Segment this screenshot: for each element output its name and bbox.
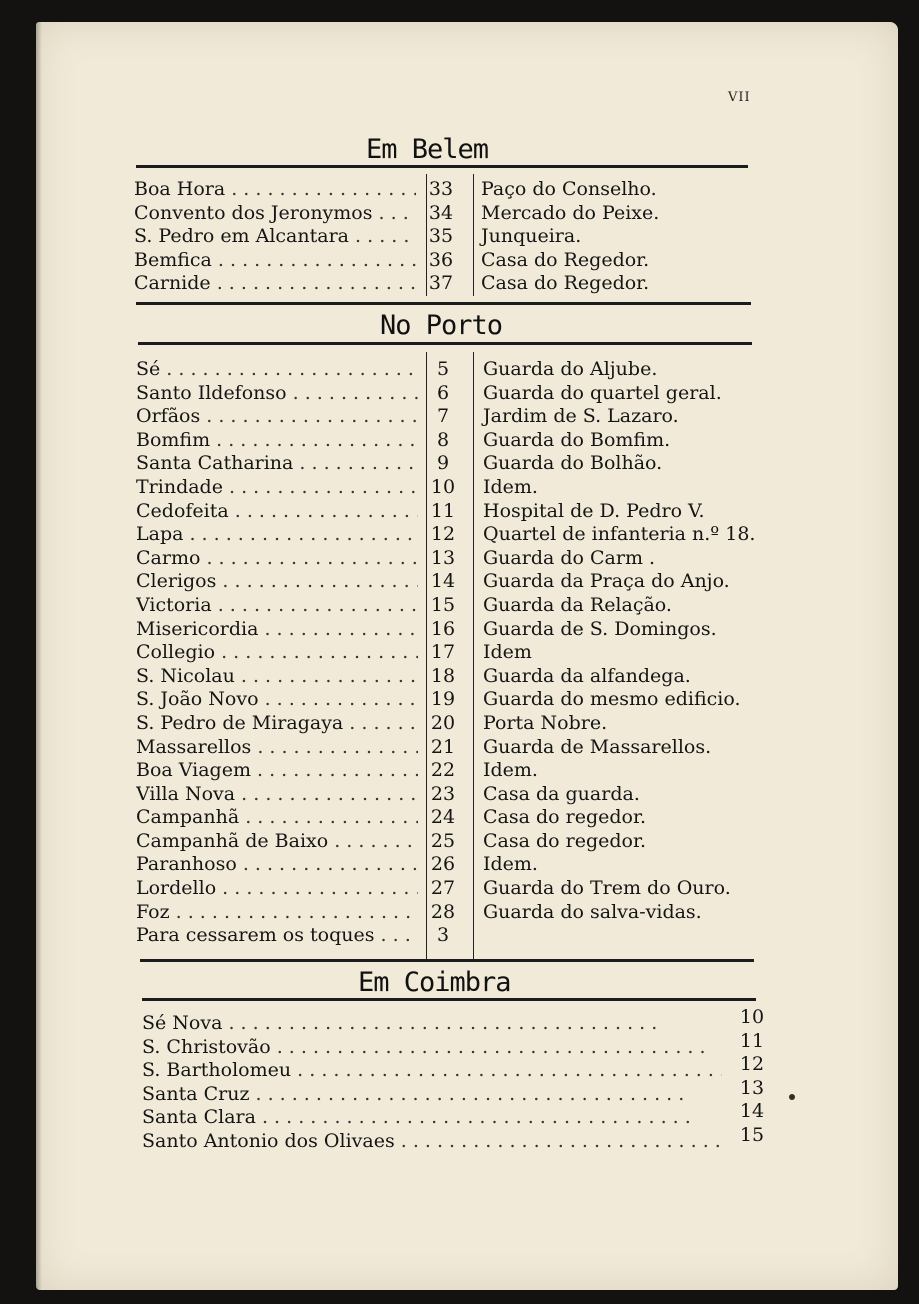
page-number: VII	[728, 90, 751, 105]
row-number: 26	[430, 853, 456, 876]
row-name: Santa Clara . . .	[142, 1106, 722, 1130]
table-row	[136, 806, 761, 830]
row-location: Casa do regedor.	[483, 806, 646, 829]
table-row	[136, 618, 761, 642]
row-location: Guarda do quartel geral.	[483, 381, 722, 404]
row-location: Guarda da Praça do Anjo.	[483, 570, 730, 593]
row-number: 34	[428, 201, 454, 224]
row-location: Mercado do Peixe.	[481, 201, 660, 224]
table-row	[136, 641, 761, 665]
row-number: 19	[430, 688, 456, 711]
book-page	[36, 22, 898, 1290]
row-name: Sé Nova . . .	[142, 1012, 722, 1036]
row-location: Hospital de D. Pedro V.	[483, 499, 705, 522]
row-number: 12	[430, 523, 456, 546]
row-location: Guarda do Aljube.	[483, 358, 658, 380]
row-location: Casa do regedor.	[483, 829, 646, 852]
row-number: 27	[430, 877, 456, 900]
row-number: 20	[430, 711, 456, 734]
row-location: Porta Nobre.	[483, 711, 608, 734]
table-row	[136, 523, 761, 547]
row-location: Idem.	[483, 759, 538, 782]
row-name: S. Christovão . . .	[142, 1036, 722, 1060]
row-name: Santo Antonio dos Olivaes . . .	[142, 1130, 722, 1154]
row-location: Junqueira.	[481, 225, 582, 248]
rule-porto-bottom	[140, 959, 754, 962]
row-name: Villa Nova . . .	[136, 783, 418, 807]
table-row	[136, 830, 761, 854]
table-row	[134, 272, 754, 296]
row-name: Victoria . . .	[136, 594, 418, 618]
row-number: 15	[739, 1123, 765, 1146]
row-name: Santo Ildefonso . . .	[136, 382, 418, 406]
rule-belem-bottom	[136, 302, 751, 305]
row-number: 25	[430, 829, 456, 852]
row-number: 23	[430, 782, 456, 805]
table-row	[142, 1029, 782, 1060]
row-number: 22	[430, 759, 456, 782]
row-name: Lordello . . .	[136, 877, 418, 901]
rule-belem-top	[136, 165, 748, 168]
table-row	[136, 500, 761, 524]
table-porto	[136, 358, 761, 948]
row-location: Paço do Conselho.	[481, 178, 657, 200]
row-location: Idem.	[483, 475, 538, 498]
heading-coimbra: Em Coimbra	[358, 967, 511, 998]
row-number: 21	[430, 735, 456, 758]
row-number: 24	[430, 806, 456, 829]
table-row	[136, 712, 761, 736]
table-belem	[134, 178, 754, 296]
row-name: Bemfica . . .	[134, 249, 416, 273]
row-number: 37	[428, 272, 454, 295]
table-row	[136, 452, 761, 476]
row-number: 36	[428, 248, 454, 271]
row-number: 11	[430, 499, 456, 522]
row-number: 13	[430, 546, 456, 569]
row-location: Guarda de Massarellos.	[483, 735, 712, 758]
row-name: Bomfim . . .	[136, 429, 418, 453]
rule-porto-top	[138, 342, 752, 345]
row-name: S. João Novo . . .	[136, 688, 418, 712]
row-number: 6	[436, 381, 450, 404]
row-name: S. Nicolau . . .	[136, 665, 418, 689]
row-name: Massarellos . . .	[136, 736, 418, 760]
table-row	[134, 225, 754, 249]
row-name: Lapa . . .	[136, 523, 418, 547]
table-row	[142, 1076, 782, 1107]
row-number: 14	[739, 1100, 765, 1123]
table-row	[136, 429, 761, 453]
row-name: Foz . . .	[136, 901, 418, 925]
table-row	[136, 877, 761, 901]
row-name: Santa Catharina . . .	[136, 452, 418, 476]
row-name: Para cessarem os toques . . .	[136, 924, 418, 948]
row-name: Cedofeita . . .	[136, 500, 418, 524]
row-name: S. Pedro de Miragaya . . .	[136, 712, 418, 736]
row-location: Guarda da Relação.	[483, 593, 672, 616]
table-row	[142, 1123, 782, 1154]
row-number: 14	[430, 570, 456, 593]
row-name: S. Pedro em Alcantara . . .	[134, 225, 416, 249]
row-number: 5	[436, 358, 450, 380]
row-name: Clerigos . . .	[136, 570, 418, 594]
row-location: Guarda da alfandega.	[483, 664, 691, 687]
table-row	[142, 1053, 782, 1083]
table-row	[136, 853, 761, 877]
row-name: Convento dos Jeronymos . . .	[134, 202, 416, 226]
row-location: Quartel de infanteria n.º 18.	[483, 523, 756, 546]
table-row	[136, 665, 761, 689]
row-location: Guarda do Bomfim.	[483, 428, 671, 451]
table-row	[136, 358, 761, 382]
row-name: Boa Hora . . .	[134, 178, 416, 202]
row-location: Guarda do Bolhão.	[483, 452, 663, 475]
row-name: Trindade . . .	[136, 476, 418, 500]
row-name: Santa Cruz . . .	[142, 1083, 722, 1107]
table-row	[134, 202, 754, 226]
row-number: 16	[430, 617, 456, 640]
row-location: Jardim de S. Lazaro.	[483, 405, 679, 428]
row-name: Campanhã . . .	[136, 806, 418, 830]
row-name: Sé . . .	[136, 358, 418, 382]
row-number: 10	[739, 1006, 765, 1028]
row-location: Casa do Regedor.	[481, 248, 650, 271]
table-row	[136, 547, 761, 571]
row-number: 17	[430, 641, 456, 664]
ink-spot	[789, 1094, 795, 1100]
table-row	[136, 476, 761, 500]
row-name: Boa Viagem . . .	[136, 759, 418, 783]
row-location: Guarda do Trem do Ouro.	[483, 877, 731, 900]
row-location: Guarda do salva-vidas.	[483, 900, 702, 923]
table-row	[136, 594, 761, 618]
row-number: 12	[739, 1053, 765, 1076]
row-name: Collegio . . .	[136, 641, 418, 665]
page-fold-shadow	[36, 22, 42, 1290]
row-number: 10	[430, 475, 456, 498]
row-name: Carnide . . .	[134, 272, 416, 296]
table-coimbra	[142, 1006, 782, 1154]
row-number: 33	[428, 178, 454, 200]
row-location: Guarda do mesmo edificio.	[483, 688, 741, 711]
table-row	[136, 382, 761, 406]
table-row	[134, 178, 754, 202]
row-number: 35	[428, 225, 454, 248]
table-row	[142, 1006, 782, 1036]
row-location: Casa da guarda.	[483, 782, 640, 805]
row-name: S. Bartholomeu . . .	[142, 1059, 722, 1083]
table-row	[136, 924, 761, 948]
row-location: Guarda do Carm .	[483, 546, 656, 569]
row-number: 9	[436, 452, 450, 475]
table-row	[142, 1100, 782, 1130]
row-location: Casa do Regedor.	[481, 272, 650, 295]
row-number: 15	[430, 593, 456, 616]
row-name: Misericordia . . .	[136, 618, 418, 642]
row-number: 3	[436, 924, 450, 947]
row-number: 11	[739, 1029, 765, 1052]
row-name: Paranhoso . . .	[136, 853, 418, 877]
row-location: Guarda de S. Domingos.	[483, 617, 717, 640]
row-number: 28	[430, 900, 456, 923]
table-row	[136, 901, 761, 925]
table-row	[136, 405, 761, 429]
row-name: Campanhã de Baixo . . .	[136, 830, 418, 854]
row-number: 7	[436, 405, 450, 428]
row-number: 18	[430, 664, 456, 687]
table-row	[136, 688, 761, 712]
table-row	[134, 249, 754, 273]
row-number: 13	[739, 1076, 765, 1099]
row-number: 8	[436, 428, 450, 451]
table-row	[136, 570, 761, 594]
row-name: Orfãos . . .	[136, 405, 418, 429]
heading-belem: Em Belem	[366, 134, 489, 165]
row-location: Idem.	[483, 853, 538, 876]
row-location: Idem	[483, 641, 532, 664]
table-row	[136, 736, 761, 760]
rule-coimbra-top	[142, 998, 756, 1001]
row-name: Carmo . . .	[136, 547, 418, 571]
table-row	[136, 759, 761, 783]
heading-porto: No Porto	[380, 310, 503, 341]
table-row	[136, 783, 761, 807]
